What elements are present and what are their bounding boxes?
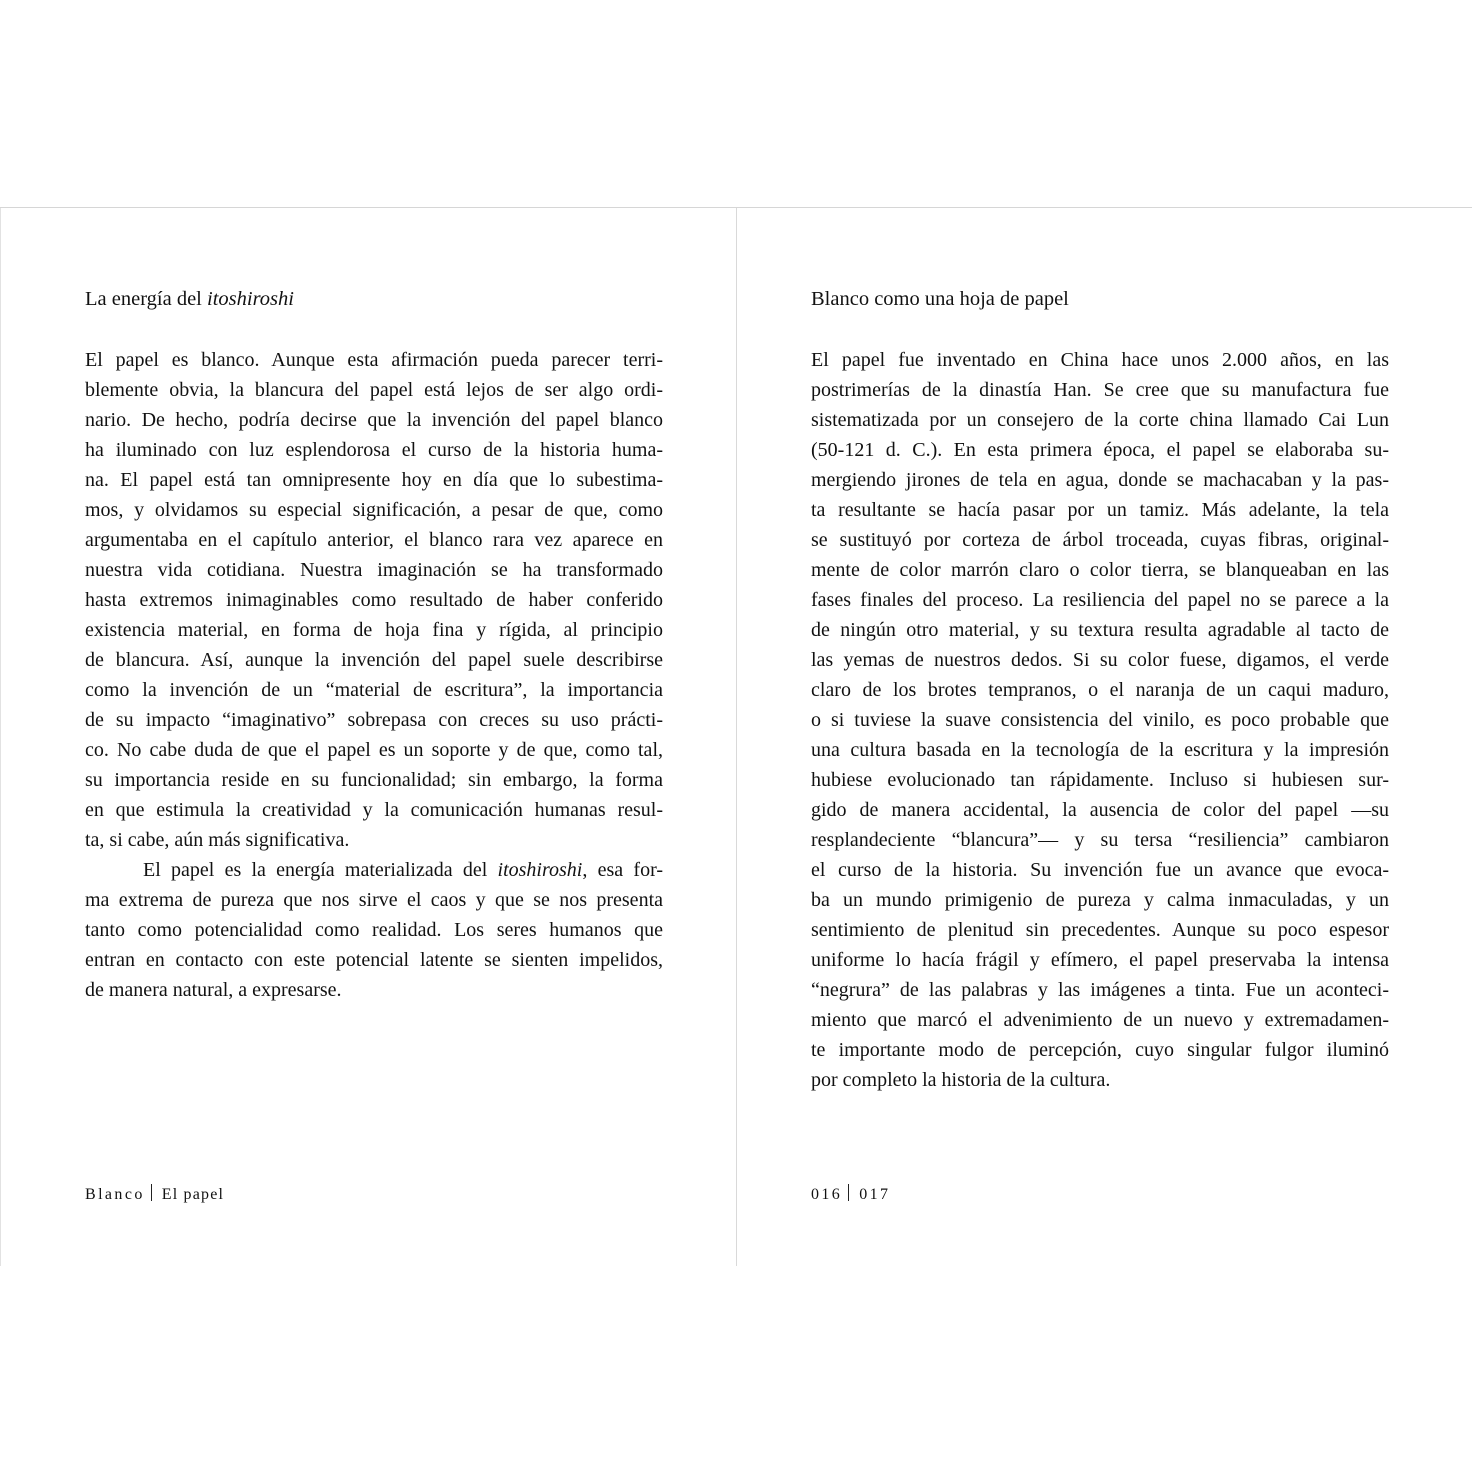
page-number-left: 016 [811,1186,843,1203]
text-line: argumentaba en el capítulo anterior, el blanco rara vez aparece en [85,529,663,551]
right-page-body [811,345,1389,1095]
text-line: claro de los brotes tempranos, o el naranja de un caqui maduro, [811,679,1389,701]
footer-separator [848,1184,849,1201]
footer-chapter-title: El papel [161,1186,225,1203]
text-line: de ningún otro material, y su textura resulta agradable al tacto de [811,619,1389,641]
page-number-right: 017 [859,1186,891,1203]
text-line: co. No cabe duda de que el papel es un soporte y de que, como tal, [85,739,663,761]
text-line: por completo la historia de la cultura. [811,1069,1111,1091]
text-line: te importante modo de percepción, cuyo singular fulgor iluminó [811,1039,1389,1061]
heading-text: La energía del [85,288,207,310]
text-line: ma extrema de pureza que nos sirve el caos y que se nos presenta [85,889,663,911]
text-line: de blancura. Así, aunque la invención del papel suele describirse [85,649,663,671]
left-page-body [85,345,663,1005]
text-line: El papel fue inventado en China hace unos 2.000 años, en las [811,349,1389,371]
text-line: se sustituyó por corteza de árbol troceada, cuyas fibras, original- [811,529,1389,551]
page-edge [0,208,1,1266]
text-line: postrimerías de la dinastía Han. Se cree que su manufactura fue [811,379,1389,401]
text-line: El papel es blanco. Aunque esta afirmación pueda parecer terri- [85,349,663,371]
text-line: hubiese evolucionado tan rápidamente. Incluso si hubiesen sur- [811,769,1389,791]
left-page-heading [85,285,663,313]
text-run: , esa for- [582,859,663,881]
right-page-heading: Blanco como una hoja de papel [811,288,1069,310]
text-line: una cultura basada en la tecnología de la escritura y la impresión [811,739,1389,761]
footer-book-title: Blanco [85,1186,145,1203]
text-line: sentimiento de plenitud sin precedentes. Aunque su poco espesor [811,919,1389,941]
text-line: las yemas de nuestros dedos. Si su color fuese, digamos, el verde [811,649,1389,671]
text-line: resplandeciente “blancura”— y su tersa “resiliencia” cambiaron [811,829,1389,851]
text-line: mos, y olvidamos su especial significación, a pesar de que, como [85,499,663,521]
footer-separator [151,1184,152,1201]
right-page [811,208,1389,1266]
text-line: ba un mundo primigenio de pureza y calma inmaculadas, y un [811,889,1389,911]
text-line: (50-121 d. C.). En esta primera época, el papel se elaboraba su- [811,439,1389,461]
text-line: como la invención de un “material de escritura”, la importancia [85,679,663,701]
spine-gutter [736,208,737,1266]
text-line: tanto como potencialidad como realidad. Los seres humanos que [85,919,663,941]
text-line: miento que marcó el advenimiento de un nuevo y extremadamen- [811,1009,1389,1031]
text-line: el curso de la historia. Su invención fue un avance que evoca- [811,859,1389,881]
italic-term: itoshiroshi [497,859,583,881]
text-line: sistematizada por un consejero de la corte china llamado Cai Lun [811,409,1389,431]
text-line: gido de manera accidental, la ausencia de color del papel —su [811,799,1389,821]
running-footer [85,1184,224,1206]
text-line: ta, si cabe, aún más significativa. [85,829,350,851]
text-line: fases finales del proceso. La resiliencia del papel no se parece a la [811,589,1389,611]
page-number-footer [811,1184,890,1206]
text-line: “negrura” de las palabras y las imágenes a tinta. Fue un aconteci- [811,979,1389,1001]
text-line: entran en contacto con este potencial latente se sienten impelidos, [85,949,663,971]
heading-italic-term: itoshiroshi [207,288,294,310]
text-line: blemente obvia, la blancura del papel está lejos de ser algo ordi- [85,379,663,401]
text-line: na. El papel está tan omnipresente hoy en día que lo subestima- [85,469,663,491]
text-line: hasta extremos inimaginables como resultado de haber conferido [85,589,663,611]
text-line: nuestra vida cotidiana. Nuestra imaginación se ha transformado [85,559,663,581]
text-line: mente de color marrón claro o color tierra, se blanqueaban en las [811,559,1389,581]
text-line: existencia material, en forma de hoja fina y rígida, al principio [85,619,663,641]
text-line: en que estimula la creatividad y la comunicación humanas resul- [85,799,663,821]
text-run: El papel es la energía materializada del [143,859,498,881]
text-line: mergiendo jirones de tela en agua, donde se machacaban y la pas- [811,469,1389,491]
text-line: de manera natural, a expresarse. [85,979,342,1001]
text-line: nario. De hecho, podría decirse que la invención del papel blanco [85,409,663,431]
text-line: ta resultante se hacía pasar por un tamiz. Más adelante, la tela [811,499,1389,521]
book-spread [0,207,1472,1266]
paragraph-first-line [85,855,663,885]
text-line: su importancia reside en su funcionalidad; sin embargo, la forma [85,769,663,791]
text-line: ha iluminado con luz esplendorosa el curso de la historia huma- [85,439,663,461]
left-page [85,208,663,1266]
text-line: de su impacto “imaginativo” sobrepasa con creces su uso prácti- [85,709,663,731]
text-line: o si tuviese la suave consistencia del vinilo, es poco probable que [811,709,1389,731]
text-line: uniforme lo hacía frágil y efímero, el papel preservaba la intensa [811,949,1389,971]
